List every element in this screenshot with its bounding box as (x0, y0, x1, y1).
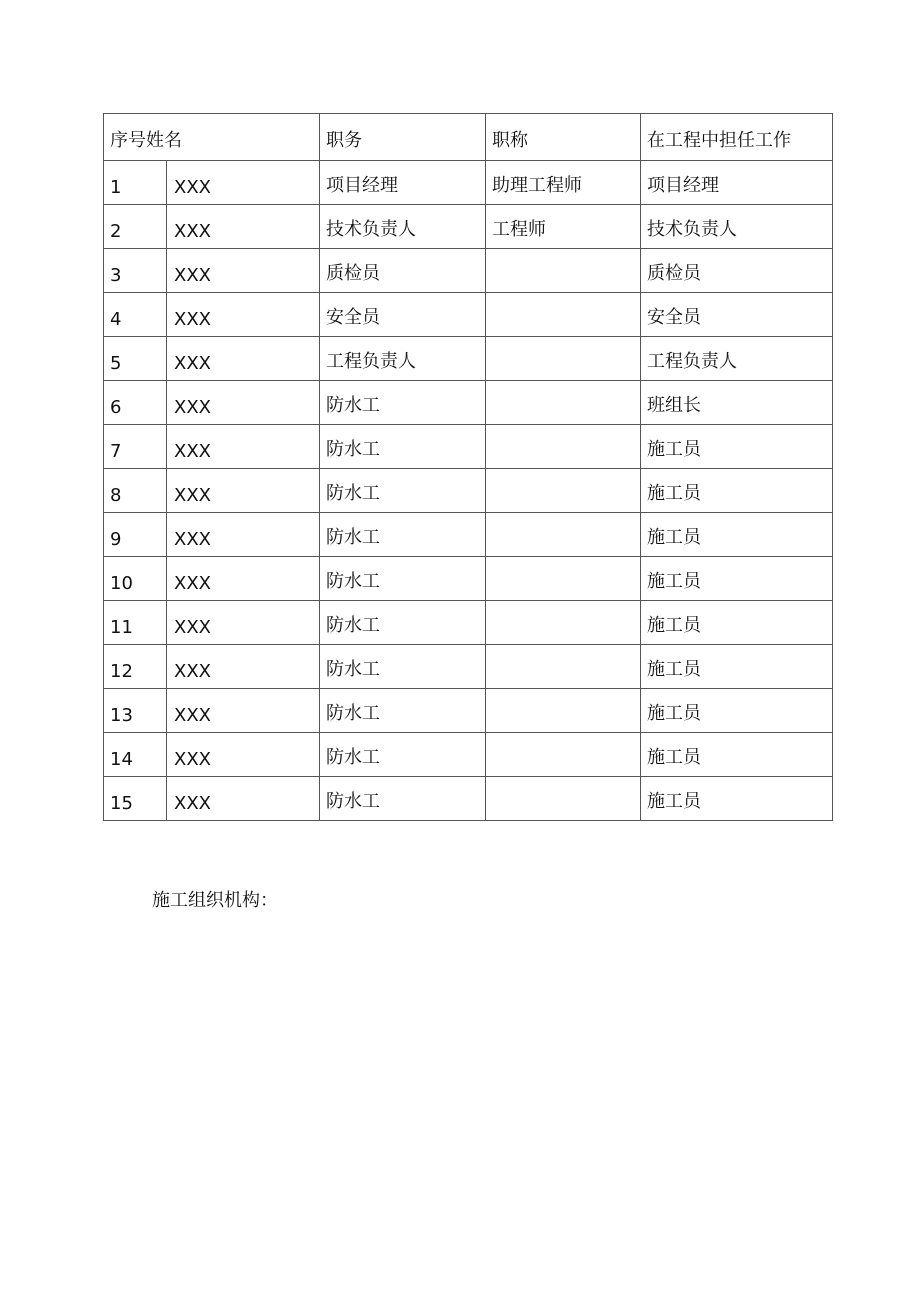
table-row (104, 161, 833, 205)
table-row (104, 469, 833, 513)
row-number: 15 (104, 777, 167, 821)
row-role: 施工员 (641, 513, 833, 557)
row-title: 助理工程师 (486, 161, 641, 205)
row-name: XXX (167, 557, 320, 601)
row-position: 防水工 (320, 381, 486, 425)
row-role: 技术负责人 (641, 205, 833, 249)
row-title: 工程师 (486, 205, 641, 249)
table-row (104, 249, 833, 293)
row-role: 施工员 (641, 689, 833, 733)
row-name: XXX (167, 645, 320, 689)
row-number: 3 (104, 249, 167, 293)
table-row (104, 557, 833, 601)
row-number: 2 (104, 205, 167, 249)
row-title (486, 689, 641, 733)
row-name: XXX (167, 337, 320, 381)
row-title (486, 381, 641, 425)
row-position: 防水工 (320, 557, 486, 601)
row-number: 13 (104, 689, 167, 733)
row-name: XXX (167, 425, 320, 469)
row-name: XXX (167, 777, 320, 821)
row-title (486, 601, 641, 645)
table-row (104, 689, 833, 733)
row-title (486, 469, 641, 513)
header-position: 职务 (320, 114, 486, 161)
table-row (104, 777, 833, 821)
row-position: 安全员 (320, 293, 486, 337)
row-title (486, 293, 641, 337)
row-name: XXX (167, 161, 320, 205)
row-position: 工程负责人 (320, 337, 486, 381)
row-name: XXX (167, 293, 320, 337)
row-position: 技术负责人 (320, 205, 486, 249)
row-position: 质检员 (320, 249, 486, 293)
staff-table-body (104, 114, 833, 821)
row-number: 12 (104, 645, 167, 689)
table-row (104, 425, 833, 469)
table-row (104, 337, 833, 381)
row-role: 工程负责人 (641, 337, 833, 381)
header-title: 职称 (486, 114, 641, 161)
row-position: 项目经理 (320, 161, 486, 205)
row-position: 防水工 (320, 469, 486, 513)
row-name: XXX (167, 733, 320, 777)
row-position: 防水工 (320, 733, 486, 777)
row-role: 安全员 (641, 293, 833, 337)
table-row (104, 205, 833, 249)
row-title (486, 557, 641, 601)
row-number: 14 (104, 733, 167, 777)
row-role: 施工员 (641, 425, 833, 469)
table-row (104, 733, 833, 777)
row-role: 施工员 (641, 601, 833, 645)
header-role: 在工程中担任工作 (641, 114, 833, 161)
row-role: 施工员 (641, 645, 833, 689)
row-title (486, 733, 641, 777)
row-title (486, 425, 641, 469)
row-number: 6 (104, 381, 167, 425)
row-name: XXX (167, 381, 320, 425)
row-role: 施工员 (641, 733, 833, 777)
row-title (486, 645, 641, 689)
row-name: XXX (167, 689, 320, 733)
table-row (104, 645, 833, 689)
row-position: 防水工 (320, 513, 486, 557)
row-number: 1 (104, 161, 167, 205)
row-role: 施工员 (641, 777, 833, 821)
header-seq-name: 序号姓名 (104, 114, 320, 161)
row-role: 施工员 (641, 469, 833, 513)
row-number: 9 (104, 513, 167, 557)
row-name: XXX (167, 601, 320, 645)
row-position: 防水工 (320, 645, 486, 689)
row-role: 项目经理 (641, 161, 833, 205)
staff-table (103, 113, 833, 821)
row-title (486, 249, 641, 293)
footer-caption: 施工组织机构： (152, 890, 278, 911)
row-number: 11 (104, 601, 167, 645)
row-number: 7 (104, 425, 167, 469)
table-row (104, 601, 833, 645)
row-number: 5 (104, 337, 167, 381)
row-position: 防水工 (320, 425, 486, 469)
row-title (486, 777, 641, 821)
row-name: XXX (167, 205, 320, 249)
row-number: 8 (104, 469, 167, 513)
row-position: 防水工 (320, 601, 486, 645)
row-title (486, 337, 641, 381)
table-header-row (104, 114, 833, 161)
row-name: XXX (167, 513, 320, 557)
row-title (486, 513, 641, 557)
table-row (104, 293, 833, 337)
row-name: XXX (167, 249, 320, 293)
row-number: 10 (104, 557, 167, 601)
row-position: 防水工 (320, 689, 486, 733)
row-role: 质检员 (641, 249, 833, 293)
row-position: 防水工 (320, 777, 486, 821)
table-row (104, 513, 833, 557)
row-role: 施工员 (641, 557, 833, 601)
row-name: XXX (167, 469, 320, 513)
table-row (104, 381, 833, 425)
row-role: 班组长 (641, 381, 833, 425)
row-number: 4 (104, 293, 167, 337)
